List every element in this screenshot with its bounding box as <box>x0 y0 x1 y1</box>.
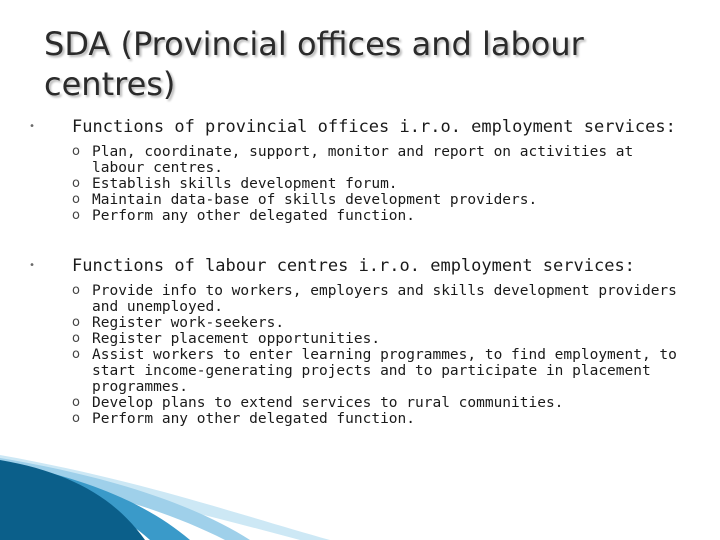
section-provincial-offices <box>0 116 720 224</box>
list-item-text: Plan, coordinate, support, monitor and report on activities at labour centres. <box>92 144 634 176</box>
list-item <box>72 144 682 176</box>
list-item-text: Perform any other delegated function. <box>92 208 416 224</box>
bullet-icon: • <box>29 121 36 132</box>
list-item-text: Assist workers to enter learning programmes, to find employment, to start income-generating projects and to participate in placement programmes. <box>92 347 677 395</box>
circle-marker-icon: o <box>72 144 80 159</box>
list-item-text: Establish skills development forum. <box>92 176 398 192</box>
list-item <box>72 176 682 192</box>
list-item <box>72 283 682 315</box>
circle-marker-icon: o <box>72 331 80 346</box>
section-heading-text: Functions of labour centres i.r.o. employment services: <box>72 256 635 276</box>
section-heading <box>29 255 720 277</box>
bullet-icon: • <box>29 260 36 271</box>
list-item <box>72 395 682 411</box>
list-item-text: Register work-seekers. <box>92 315 285 331</box>
decorative-swoosh <box>0 420 720 540</box>
circle-marker-icon: o <box>72 315 80 330</box>
circle-marker-icon: o <box>72 176 80 191</box>
list-item-text: Develop plans to extend services to rural communities. <box>92 395 564 411</box>
slide-title: SDA (Provincial offices and labour centres) <box>44 25 584 103</box>
list-item <box>72 331 682 347</box>
list-item <box>72 315 682 331</box>
circle-marker-icon: o <box>72 395 80 410</box>
list-item-text: Register placement opportunities. <box>92 331 381 347</box>
circle-marker-icon: o <box>72 347 80 362</box>
list-item-text: Provide info to workers, employers and skills development providers and unemployed. <box>92 283 677 315</box>
section-labour-centres <box>0 255 720 427</box>
circle-marker-icon: o <box>72 208 80 223</box>
list-item-text: Maintain data-base of skills development providers. <box>92 192 538 208</box>
section-heading-text: Functions of provincial offices i.r.o. employment services: <box>72 117 676 137</box>
circle-marker-icon: o <box>72 411 80 426</box>
list-item <box>72 208 682 224</box>
list-item-text: Perform any other delegated function. <box>92 411 416 427</box>
sub-item-list <box>0 144 682 224</box>
list-item <box>72 347 682 395</box>
section-heading <box>29 116 720 138</box>
sub-item-list <box>0 283 682 427</box>
circle-marker-icon: o <box>72 283 80 298</box>
circle-marker-icon: o <box>72 192 80 207</box>
list-item <box>72 192 682 208</box>
